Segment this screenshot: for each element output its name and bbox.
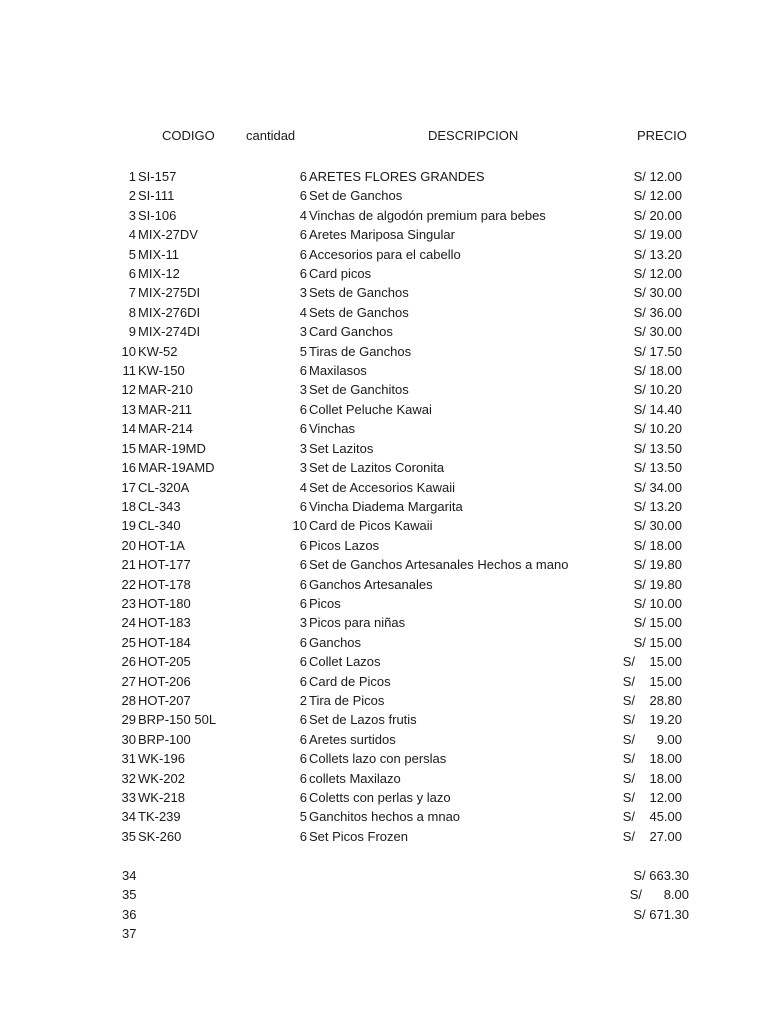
product-description: Set de Ganchos — [309, 188, 403, 204]
product-price: S/ 13.20 — [633, 498, 682, 514]
row-number: 2 — [128, 188, 136, 204]
totals-row-number: 35 — [122, 887, 137, 903]
row-number: 7 — [128, 285, 136, 301]
totals-row — [0, 885, 768, 904]
product-description: Ganchos — [309, 634, 362, 650]
product-quantity: 5 — [299, 809, 307, 825]
row-number: 23 — [121, 595, 136, 611]
product-code: HOT-177 — [138, 557, 191, 573]
product-description: collets Maxilazo — [309, 770, 401, 786]
table-row — [0, 769, 768, 788]
row-number: 25 — [121, 634, 136, 650]
row-number: 8 — [128, 304, 136, 320]
table-row — [0, 652, 768, 671]
row-number: 5 — [128, 246, 136, 262]
product-code: WK-218 — [138, 790, 185, 805]
product-description: Set de Ganchos Artesanales Hechos a mano — [309, 557, 569, 573]
product-quantity: 6 — [299, 595, 307, 611]
product-description: Tiras de Ganchos — [309, 343, 412, 359]
row-number: 28 — [121, 692, 136, 708]
product-price: S/ 18.00 — [622, 770, 682, 786]
row-number: 24 — [121, 615, 136, 631]
table-row — [0, 303, 768, 322]
row-number: 18 — [121, 498, 136, 514]
product-price: S/ 13.50 — [633, 440, 682, 456]
product-description: Vincha Diadema Margarita — [309, 498, 463, 514]
row-number: 13 — [121, 401, 136, 417]
table-row — [0, 730, 768, 749]
table-row — [0, 361, 768, 380]
product-quantity: 3 — [299, 460, 307, 476]
product-price: S/ 19.80 — [633, 557, 682, 573]
row-number: 32 — [121, 770, 136, 786]
product-code: BRP-100 — [138, 731, 191, 747]
product-code: SI-157 — [138, 169, 177, 184]
product-description: Ganchitos hechos a mnao — [309, 809, 461, 825]
product-price: S/ 17.50 — [633, 343, 682, 359]
product-price: S/ 18.00 — [633, 537, 682, 553]
row-number: 10 — [121, 343, 136, 359]
product-code: HOT-207 — [138, 692, 191, 708]
row-number: 3 — [128, 207, 136, 223]
product-description: Sets de Ganchos — [309, 285, 409, 301]
product-code: BRP-150 50L — [138, 712, 217, 728]
table-row — [0, 575, 768, 594]
totals-row-number: 34 — [122, 868, 137, 883]
product-quantity: 3 — [299, 324, 307, 340]
product-description: Ganchos Artesanales — [309, 576, 433, 592]
product-code: CL-343 — [138, 498, 181, 514]
product-price: S/ 27.00 — [622, 828, 682, 844]
product-quantity: 3 — [299, 615, 307, 631]
product-price: S/ 10.00 — [633, 595, 682, 611]
table-row — [0, 419, 768, 438]
row-number: 31 — [121, 751, 136, 767]
row-number: 15 — [121, 440, 136, 456]
table-row — [0, 497, 768, 516]
product-description: Collets lazo con perslas — [309, 751, 447, 767]
row-number: 16 — [121, 460, 136, 476]
product-price: S/ 10.20 — [633, 421, 682, 437]
product-description: Set Lazitos — [309, 440, 374, 456]
row-number: 29 — [121, 712, 136, 728]
totals-row-number: 36 — [122, 906, 137, 922]
product-code: MIX-12 — [138, 266, 180, 282]
table-row — [0, 613, 768, 632]
table-row — [0, 672, 768, 691]
row-number: 19 — [121, 518, 136, 534]
table-row — [0, 516, 768, 535]
product-code: HOT-184 — [138, 634, 191, 650]
product-quantity: 2 — [299, 692, 307, 708]
table-row — [0, 749, 768, 768]
product-table — [0, 167, 768, 846]
header-precio: PRECIO — [637, 128, 687, 143]
totals-value: S/ 663.30 — [633, 868, 689, 883]
product-code: CL-320A — [138, 479, 190, 495]
product-description: Set de Lazos frutis — [309, 712, 417, 728]
product-description: Vinchas — [309, 421, 356, 437]
product-quantity: 5 — [299, 343, 307, 359]
product-description: Set de Accesorios Kawaii — [309, 479, 455, 495]
table-row — [0, 439, 768, 458]
product-price: S/ 15.00 — [633, 615, 682, 631]
product-price: S/ 28.80 — [622, 692, 682, 708]
totals-value: S/ 671.30 — [633, 906, 689, 922]
product-quantity: 6 — [299, 654, 307, 670]
product-description: Set de Lazitos Coronita — [309, 460, 445, 476]
product-quantity: 6 — [299, 712, 307, 728]
product-quantity: 3 — [299, 285, 307, 301]
product-price: S/ 20.00 — [633, 207, 682, 223]
product-code: HOT-1A — [138, 537, 185, 553]
product-quantity: 6 — [299, 576, 307, 592]
product-price: S/ 12.00 — [622, 790, 682, 805]
product-price: S/ 13.50 — [633, 460, 682, 476]
product-price: S/ 19.20 — [622, 712, 682, 728]
table-row — [0, 245, 768, 264]
product-description: Card picos — [309, 266, 372, 282]
product-quantity: 6 — [299, 363, 307, 379]
row-number: 30 — [121, 731, 136, 747]
product-quantity: 4 — [299, 479, 307, 495]
row-number: 17 — [121, 479, 136, 495]
product-description: Aretes surtidos — [309, 731, 396, 747]
product-price: S/ 18.00 — [633, 363, 682, 379]
table-row — [0, 807, 768, 826]
product-code: HOT-183 — [138, 615, 191, 631]
table-row — [0, 458, 768, 477]
table-row — [0, 633, 768, 652]
product-description: Maxilasos — [309, 363, 367, 379]
table-row — [0, 536, 768, 555]
product-quantity: 6 — [299, 537, 307, 553]
product-quantity: 6 — [299, 188, 307, 204]
product-quantity: 4 — [299, 304, 307, 320]
product-price: S/ 18.00 — [622, 751, 682, 767]
header-cantidad: cantidad — [246, 128, 296, 143]
product-quantity: 3 — [299, 440, 307, 456]
product-price: S/ 45.00 — [622, 809, 682, 825]
product-code: MAR-19AMD — [138, 460, 215, 476]
table-row — [0, 555, 768, 574]
product-description: Set Picos Frozen — [309, 828, 408, 844]
product-description: Accesorios para el cabello — [309, 246, 461, 262]
table-row — [0, 380, 768, 399]
product-description: Sets de Ganchos — [309, 304, 409, 320]
table-row — [0, 322, 768, 341]
product-code: SK-260 — [138, 828, 182, 844]
product-quantity: 6 — [299, 634, 307, 650]
product-description: Picos — [309, 595, 341, 611]
row-number: 6 — [128, 266, 136, 282]
product-code: MIX-27DV — [138, 227, 198, 243]
product-price: S/ 19.00 — [633, 227, 682, 243]
table-row — [0, 691, 768, 710]
row-number: 27 — [121, 673, 136, 689]
product-quantity: 6 — [299, 266, 307, 282]
product-code: MAR-211 — [138, 401, 192, 417]
product-code: MAR-19MD — [138, 440, 206, 456]
product-price: S/ 15.00 — [622, 654, 682, 670]
table-row — [0, 827, 768, 846]
table-row — [0, 710, 768, 729]
table-row — [0, 225, 768, 244]
product-price: S/ 12.00 — [633, 169, 682, 184]
product-price: S/ 19.80 — [633, 576, 682, 592]
row-number: 26 — [121, 654, 136, 670]
product-code: MAR-210 — [138, 382, 193, 398]
product-price: S/ 34.00 — [633, 479, 682, 495]
row-number: 4 — [128, 227, 136, 243]
product-description: Vinchas de algodón premium para bebes — [309, 207, 546, 223]
header-codigo: CODIGO — [162, 128, 215, 143]
totals-value: S/ 8.00 — [629, 887, 689, 903]
product-quantity: 6 — [299, 421, 307, 437]
row-number: 22 — [121, 576, 136, 592]
product-code: MIX-11 — [138, 246, 179, 262]
product-code: HOT-205 — [138, 654, 191, 670]
product-price: S/ 14.40 — [633, 401, 682, 417]
product-price: S/ 12.00 — [633, 266, 682, 282]
product-price: S/ 15.00 — [622, 673, 682, 689]
product-code: KW-52 — [138, 343, 178, 359]
row-number: 35 — [121, 828, 136, 844]
table-row — [0, 594, 768, 613]
product-code: HOT-178 — [138, 576, 191, 592]
row-number: 20 — [121, 537, 136, 553]
product-quantity: 6 — [299, 673, 307, 689]
product-code: TK-239 — [138, 809, 181, 825]
row-number: 14 — [121, 421, 136, 437]
product-code: HOT-180 — [138, 595, 191, 611]
product-price: S/ 30.00 — [633, 518, 682, 534]
table-row — [0, 400, 768, 419]
product-price: S/ 12.00 — [633, 188, 682, 204]
product-code: MIX-276DI — [138, 304, 201, 320]
product-quantity: 6 — [299, 246, 307, 262]
product-code: CL-340 — [138, 518, 181, 534]
totals-row — [0, 905, 768, 924]
product-description: Tira de Picos — [309, 692, 385, 708]
table-row — [0, 167, 768, 186]
product-description: Collet Peluche Kawai — [309, 401, 432, 417]
product-price: S/ 30.00 — [633, 324, 682, 340]
product-code: MIX-275DI — [138, 285, 201, 301]
row-number: 9 — [128, 324, 136, 340]
product-code: WK-196 — [138, 751, 185, 767]
product-description: Coletts con perlas y lazo — [309, 790, 451, 805]
product-quantity: 4 — [299, 207, 307, 223]
header-descripcion: DESCRIPCION — [428, 128, 519, 143]
product-description: Aretes Mariposa Singular — [309, 227, 455, 243]
product-quantity: 6 — [299, 790, 307, 805]
product-quantity: 10 — [292, 518, 307, 534]
row-number: 12 — [121, 382, 136, 398]
row-number: 34 — [121, 809, 136, 825]
product-description: Card de Picos — [309, 673, 391, 689]
product-description: Picos para niñas — [309, 615, 406, 631]
product-quantity: 6 — [299, 828, 307, 844]
product-code: SI-106 — [138, 207, 177, 223]
product-quantity: 6 — [299, 498, 307, 514]
product-quantity: 6 — [299, 751, 307, 767]
product-price: S/ 15.00 — [633, 634, 682, 650]
product-description: Collet Lazos — [309, 654, 381, 670]
table-row — [0, 283, 768, 302]
totals-section — [0, 866, 768, 944]
product-quantity: 6 — [299, 557, 307, 573]
product-price: S/ 9.00 — [622, 731, 682, 747]
table-row — [0, 264, 768, 283]
table-row — [0, 186, 768, 205]
product-quantity: 6 — [299, 169, 307, 184]
table-row — [0, 478, 768, 497]
product-quantity: 3 — [299, 382, 307, 398]
product-quantity: 6 — [299, 401, 307, 417]
totals-row-number: 37 — [122, 926, 137, 942]
product-description: ARETES FLORES GRANDES — [309, 169, 485, 184]
product-code: MIX-274DI — [138, 324, 201, 340]
product-price: S/ 36.00 — [633, 304, 682, 320]
product-price: S/ 30.00 — [633, 285, 682, 301]
row-number: 11 — [122, 363, 136, 379]
product-code: HOT-206 — [138, 673, 191, 689]
table-row — [0, 206, 768, 225]
product-description: Card Ganchos — [309, 324, 393, 340]
product-code: SI-111 — [138, 188, 175, 204]
product-code: KW-150 — [138, 363, 185, 379]
product-code: MAR-214 — [138, 421, 193, 437]
product-quantity: 6 — [299, 227, 307, 243]
product-quantity: 6 — [299, 770, 307, 786]
product-price: S/ 13.20 — [633, 246, 682, 262]
product-code: WK-202 — [138, 770, 185, 786]
totals-row — [0, 924, 768, 943]
product-price: S/ 10.20 — [633, 382, 682, 398]
table-row — [0, 342, 768, 361]
table-row — [0, 788, 768, 807]
product-quantity: 6 — [299, 731, 307, 747]
product-description: Set de Ganchitos — [309, 382, 409, 398]
product-description: Picos Lazos — [309, 537, 380, 553]
row-number: 21 — [121, 557, 136, 573]
product-description: Card de Picos Kawaii — [309, 518, 433, 534]
row-number: 1 — [128, 169, 136, 184]
row-number: 33 — [121, 790, 136, 805]
totals-row — [0, 866, 768, 885]
